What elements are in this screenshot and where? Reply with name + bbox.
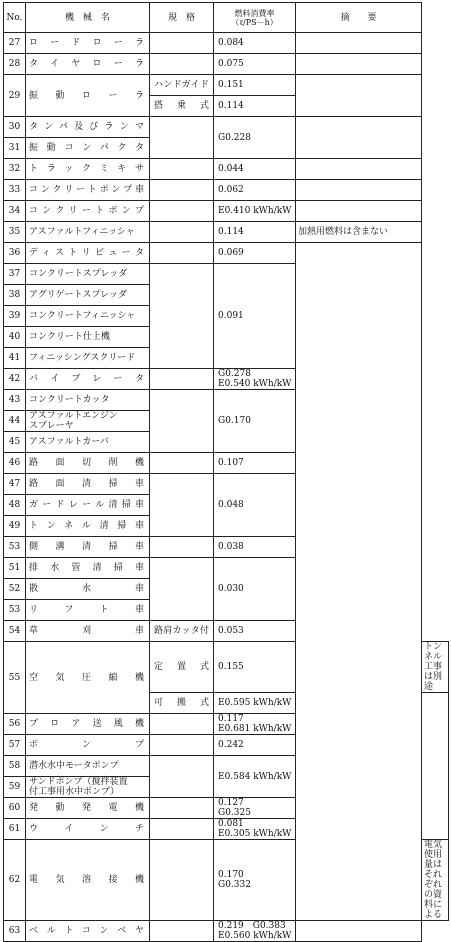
note-cell — [422, 693, 449, 840]
spec-cell — [150, 390, 214, 453]
row-no: 55 — [4, 642, 26, 714]
row-no: 33 — [4, 180, 26, 201]
row-no: 32 — [4, 159, 26, 180]
fuel-rate: 0.114 — [214, 222, 296, 243]
fuel-consumption-table — [3, 2, 449, 942]
machine-name: コンクリートフィニッシャ — [26, 306, 150, 327]
note-cell: 加熱用燃料は含まない — [296, 222, 422, 243]
table-row — [4, 201, 449, 222]
note-cell — [296, 201, 422, 222]
row-no: 30 — [4, 117, 26, 138]
fuel-rate: 0.107 — [214, 453, 296, 474]
fuel-rate: 0.030 — [214, 558, 296, 621]
machine-name: コンクリート仕上機 — [26, 327, 150, 348]
fuel-rate: E0.595 kWh/kW — [214, 693, 296, 714]
row-no: 52 — [4, 579, 26, 600]
fuel-rate: 0.038 — [214, 537, 296, 558]
fuel-rate: G0.228 — [214, 117, 296, 159]
machine-name: 散 水 車 — [26, 579, 150, 600]
row-no: 47 — [4, 474, 26, 495]
machine-name: 路面清掃車 — [26, 474, 150, 495]
row-no: 43 — [4, 390, 26, 411]
row-no: 31 — [4, 138, 26, 159]
spec-cell — [150, 798, 214, 819]
note-cell — [296, 75, 422, 117]
machine-name — [26, 777, 150, 798]
fuel-rate-line: 0.081 — [218, 819, 244, 829]
row-no: 39 — [4, 306, 26, 327]
machine-name: ガードレール清掃車 — [26, 495, 150, 516]
row-no: 62 — [4, 840, 26, 921]
machine-name: アスファルトカーバ — [26, 432, 150, 453]
fuel-rate: 0.114 — [214, 96, 296, 117]
fuel-rate — [214, 921, 296, 942]
machine-name-line: スプレーヤ — [29, 421, 74, 431]
spec-cell — [150, 735, 214, 756]
row-no: 53 — [4, 537, 26, 558]
row-no: 63 — [4, 921, 26, 942]
row-no: 34 — [4, 201, 26, 222]
machine-name: アスファルトフィニッシャ — [26, 222, 150, 243]
row-no: 42 — [4, 369, 26, 390]
machine-name: コンクリートポンプ — [26, 201, 150, 222]
row-no: 57 — [4, 735, 26, 756]
spec-cell: 定 置 式 — [150, 642, 214, 693]
row-no: 56 — [4, 714, 26, 735]
machine-name: ウ イ ン チ — [26, 819, 150, 840]
row-no: 54 — [4, 621, 26, 642]
fuel-rate-line: G0.278 — [218, 369, 251, 379]
machine-name: ディストリビュータ — [26, 243, 150, 264]
fuel-rate-line: E0.540 kWh/kW — [218, 379, 292, 389]
row-no: 59 — [4, 777, 26, 798]
note-cell — [296, 921, 422, 942]
spec-cell — [150, 243, 214, 264]
spec-cell — [150, 558, 214, 621]
spec-cell — [150, 840, 214, 921]
spec-cell — [150, 159, 214, 180]
table-row — [4, 33, 449, 54]
row-no: 61 — [4, 819, 26, 840]
spec-cell — [150, 54, 214, 75]
header-fuel-line2: （ℓ/PS－h） — [231, 17, 278, 27]
fuel-rate: 0.075 — [214, 54, 296, 75]
fuel-rate-line: 0.219 G0.383 — [218, 921, 286, 931]
machine-name: 電気溶接機 — [26, 840, 150, 921]
row-no: 29 — [4, 75, 26, 117]
row-no: 58 — [4, 756, 26, 777]
note-cell — [296, 33, 422, 54]
machine-name: トラックミキサ — [26, 159, 150, 180]
machine-name: ベルトコンベヤ — [26, 921, 150, 942]
spec-cell — [150, 222, 214, 243]
table-row — [4, 243, 449, 264]
fuel-rate: 0.155 — [214, 642, 296, 693]
fuel-rate-line: E0.305 kWh/kW — [218, 829, 292, 839]
spec-cell: ハンドガイド — [150, 75, 214, 96]
machine-name: ロードローラ — [26, 33, 150, 54]
spec-cell — [150, 264, 214, 369]
note-cell — [296, 180, 422, 201]
machine-name: コンクリートポンプ車 — [26, 180, 150, 201]
fuel-rate: 0.048 — [214, 474, 296, 537]
header-fuel — [214, 3, 296, 33]
note-cell — [296, 159, 422, 180]
row-no: 37 — [4, 264, 26, 285]
machine-name: 排水管清掃車 — [26, 558, 150, 579]
header-row — [4, 3, 449, 33]
fuel-rate — [214, 369, 296, 390]
note-cell: 電気使用量はそれぞれの資料による — [422, 840, 449, 921]
fuel-rate — [214, 840, 296, 921]
machine-name: 空気圧縮機 — [26, 642, 150, 714]
fuel-rate — [214, 798, 296, 819]
spec-cell: 搭 乗 式 — [150, 96, 214, 117]
row-no: 46 — [4, 453, 26, 474]
table-row — [4, 54, 449, 75]
spec-cell — [150, 453, 214, 474]
row-no: 53 — [4, 600, 26, 621]
machine-name: ブロア送風機 — [26, 714, 150, 735]
spec-cell: 可 搬 式 — [150, 693, 214, 714]
fuel-rate-line: 0.127 — [218, 798, 244, 808]
fuel-rate: 0.044 — [214, 159, 296, 180]
row-no: 27 — [4, 33, 26, 54]
fuel-rate: 0.084 — [214, 33, 296, 54]
fuel-rate: 0.151 — [214, 75, 296, 96]
table-row — [4, 180, 449, 201]
header-no: No. — [4, 3, 26, 33]
header-note: 摘 要 — [296, 3, 422, 33]
machine-name: 振動ローラ — [26, 75, 150, 117]
fuel-rate: G0.170 — [214, 390, 296, 453]
spec-cell — [150, 369, 214, 390]
fuel-rate-line: 0.170 — [218, 870, 244, 880]
fuel-rate: 0.053 — [214, 621, 296, 642]
fuel-rate — [214, 819, 296, 840]
note-cell: トンネル工事は別途 — [422, 642, 449, 693]
row-no: 41 — [4, 348, 26, 369]
note-cell — [296, 117, 422, 159]
spec-cell — [150, 819, 214, 840]
spec-cell: 路肩カッタ付 — [150, 621, 214, 642]
fuel-rate: E0.584 kWh/kW — [214, 756, 296, 798]
machine-name: コンクリートスプレッダ — [26, 264, 150, 285]
machine-name: 草 刈 車 — [26, 621, 150, 642]
row-no: 40 — [4, 327, 26, 348]
fuel-rate-line: 0.117 — [218, 714, 244, 724]
spec-cell — [150, 474, 214, 537]
machine-name: タンパ及びランマ — [26, 117, 150, 138]
fuel-rate: 0.069 — [214, 243, 296, 264]
fuel-rate: E0.410 kWh/kW — [214, 201, 296, 222]
fuel-rate — [214, 714, 296, 735]
row-no: 60 — [4, 798, 26, 819]
fuel-rate: 0.242 — [214, 735, 296, 756]
row-no: 35 — [4, 222, 26, 243]
row-no: 36 — [4, 243, 26, 264]
table-row — [4, 222, 449, 243]
table-row — [4, 921, 449, 942]
table-row — [4, 75, 449, 96]
machine-name: タイヤローラ — [26, 54, 150, 75]
spec-cell — [150, 714, 214, 735]
machine-name: 路面切削機 — [26, 453, 150, 474]
spec-cell — [150, 180, 214, 201]
machine-name — [26, 411, 150, 432]
row-no: 38 — [4, 285, 26, 306]
row-no: 49 — [4, 516, 26, 537]
row-no: 28 — [4, 54, 26, 75]
machine-name-line: サンドポンプ（撹拌装置 — [29, 777, 128, 787]
spec-cell — [150, 537, 214, 558]
header-spec: 規 格 — [150, 3, 214, 33]
machine-name: 発動発電機 — [26, 798, 150, 819]
machine-name-line: 付工事用水中ポンプ） — [29, 787, 120, 797]
row-no: 48 — [4, 495, 26, 516]
fuel-rate-line: G0.332 — [218, 880, 251, 890]
fuel-rate: 0.062 — [214, 180, 296, 201]
spec-cell — [150, 33, 214, 54]
machine-name: トンネル清掃車 — [26, 516, 150, 537]
fuel-rate: 0.091 — [214, 264, 296, 369]
fuel-rate-line: G0.325 — [218, 808, 251, 818]
machine-name: リ フ ト 車 — [26, 600, 150, 621]
row-no: 44 — [4, 411, 26, 432]
spec-cell — [150, 756, 214, 798]
fuel-rate-line: E0.560 kWh/kW — [218, 931, 292, 941]
table-row — [4, 159, 449, 180]
spec-cell — [150, 201, 214, 222]
row-no: 45 — [4, 432, 26, 453]
machine-name: バイブレータ — [26, 369, 150, 390]
machine-name: 振動コンパクタ — [26, 138, 150, 159]
machine-name: 側溝清掃車 — [26, 537, 150, 558]
machine-name: 潜水水中モータポンプ — [26, 756, 150, 777]
machine-name: コンクリートカッタ — [26, 390, 150, 411]
machine-name: ポ ン プ — [26, 735, 150, 756]
spec-cell — [150, 117, 214, 159]
row-no: 51 — [4, 558, 26, 579]
machine-name-line: アスファルトエンジン — [29, 411, 118, 421]
header-name: 機 械 名 — [26, 3, 150, 33]
machine-name: フィニッシングスクリード — [26, 348, 150, 369]
note-cell — [296, 54, 422, 75]
table-row — [4, 117, 449, 138]
header-fuel-line1: 燃料消費率 — [234, 8, 275, 18]
machine-name: アグリゲートスプレッダ — [26, 285, 150, 306]
note-cell — [296, 243, 422, 921]
spec-cell — [150, 921, 214, 942]
fuel-rate-line: E0.681 kWh/kW — [218, 724, 292, 734]
